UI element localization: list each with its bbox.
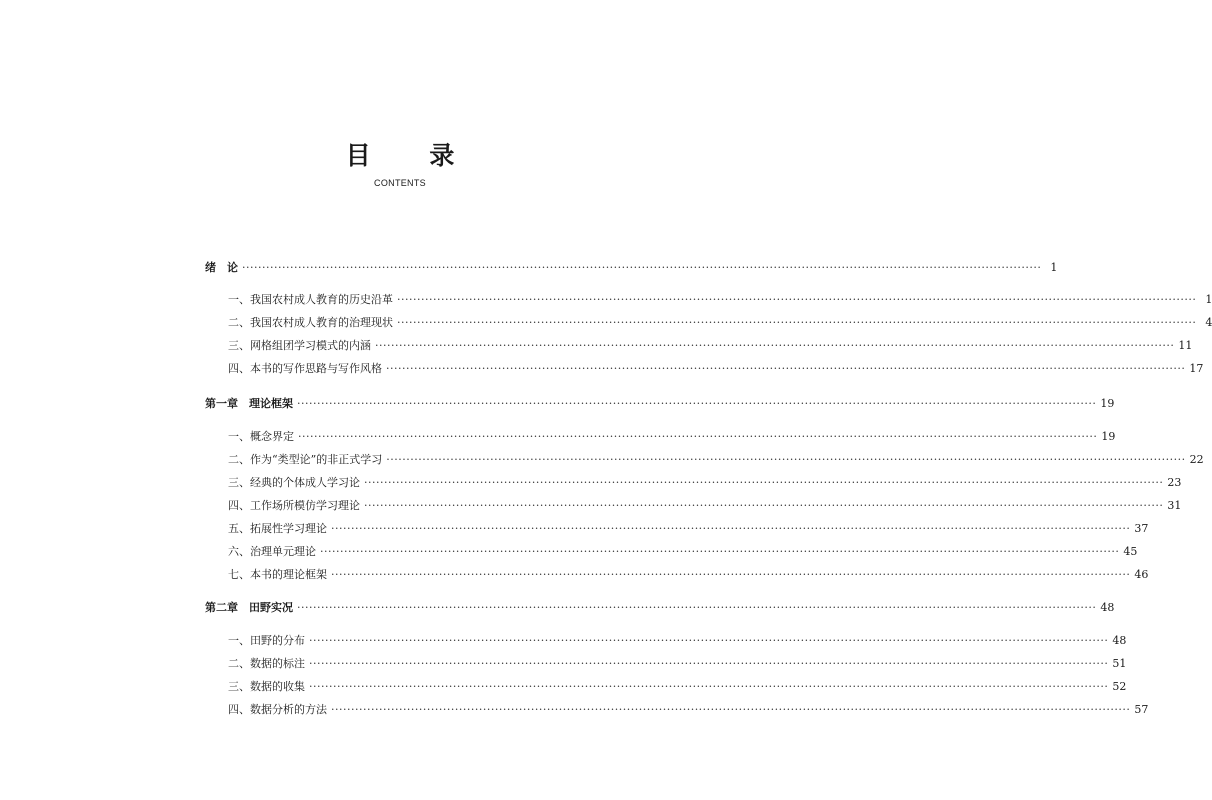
toc-leader-dots: ········································································································································································································ bbox=[320, 545, 1120, 558]
toc-page-number: 11 bbox=[1178, 339, 1193, 352]
toc-page-number: 17 bbox=[1189, 362, 1204, 375]
toc-section-entry bbox=[228, 429, 1116, 445]
toc-entry-label: 绪 论 bbox=[205, 261, 238, 274]
page-subtitle: CONTENTS bbox=[374, 178, 426, 188]
toc-leader-dots: ········································································································································································································ bbox=[309, 680, 1109, 693]
toc-chapter-entry bbox=[205, 396, 1115, 412]
toc-page-number: 37 bbox=[1134, 522, 1149, 535]
toc-entry-label: 二、作为“类型论”的非正式学习 bbox=[228, 453, 383, 466]
toc-section-entry bbox=[228, 544, 1138, 560]
toc-entry-label: 二、数据的标注 bbox=[228, 657, 305, 670]
toc-entry-label: 四、工作场所模仿学习理论 bbox=[228, 499, 360, 512]
toc-leader-dots: ········································································································································································································ bbox=[297, 397, 1097, 410]
toc-page-number: 57 bbox=[1134, 703, 1149, 716]
toc-leader-dots: ········································································································································································································ bbox=[364, 476, 1164, 489]
toc-leader-dots: ········································································································································································································ bbox=[242, 261, 1042, 274]
toc-section-entry bbox=[228, 656, 1127, 672]
toc-leader-dots: ········································································································································································································ bbox=[298, 430, 1098, 443]
toc-section-entry bbox=[228, 679, 1127, 695]
toc-section-entry bbox=[228, 338, 1193, 354]
toc-page-number: 52 bbox=[1112, 680, 1127, 693]
toc-entry-label: 三、网格组团学习模式的内涵 bbox=[228, 339, 371, 352]
toc-section-entry bbox=[228, 475, 1182, 491]
toc-section-entry bbox=[228, 567, 1149, 583]
toc-entry-label: 四、数据分析的方法 bbox=[228, 703, 327, 716]
toc-section-entry bbox=[228, 452, 1204, 468]
toc-page-number: 45 bbox=[1123, 545, 1138, 558]
toc-page-number: 46 bbox=[1134, 568, 1149, 581]
toc-page-number: 23 bbox=[1167, 476, 1182, 489]
toc-leader-dots: ········································································································································································································ bbox=[297, 601, 1097, 614]
toc-entry-label: 四、本书的写作思路与写作风格 bbox=[228, 362, 382, 375]
toc-chapter-entry bbox=[205, 260, 1058, 276]
toc-page-number: 19 bbox=[1101, 430, 1116, 443]
toc-section-entry bbox=[228, 702, 1149, 718]
toc-entry-label: 三、经典的个体成人学习论 bbox=[228, 476, 360, 489]
toc-page-number: 48 bbox=[1112, 634, 1127, 647]
toc-section-entry bbox=[228, 633, 1127, 649]
page-title: 目 录 bbox=[345, 141, 480, 170]
toc-page-number: 1 bbox=[1205, 293, 1212, 306]
toc-leader-dots: ········································································································································································································ bbox=[331, 522, 1131, 535]
toc-entry-label: 一、概念界定 bbox=[228, 430, 294, 443]
toc-page-number: 48 bbox=[1100, 601, 1115, 614]
toc-entry-label: 二、我国农村成人教育的治理现状 bbox=[228, 316, 393, 329]
toc-entry-label: 六、治理单元理论 bbox=[228, 545, 316, 558]
toc-leader-dots: ········································································································································································································ bbox=[386, 453, 1186, 466]
toc-leader-dots: ········································································································································································································ bbox=[397, 316, 1197, 329]
toc-page-number: 19 bbox=[1100, 397, 1115, 410]
toc-page-number: 4 bbox=[1205, 316, 1212, 329]
toc-entry-label: 七、本书的理论框架 bbox=[228, 568, 327, 581]
toc-page-number: 22 bbox=[1189, 453, 1204, 466]
toc-page-number: 51 bbox=[1112, 657, 1127, 670]
toc-page-number: 1 bbox=[1050, 261, 1058, 274]
toc-section-entry bbox=[228, 361, 1204, 377]
toc-leader-dots: ········································································································································································································ bbox=[364, 499, 1164, 512]
toc-entry-label: 五、拓展性学习理论 bbox=[228, 522, 327, 535]
toc-section-entry bbox=[228, 292, 1212, 308]
toc-leader-dots: ········································································································································································································ bbox=[397, 293, 1197, 306]
toc-leader-dots: ········································································································································································································ bbox=[331, 568, 1131, 581]
toc-entry-label: 一、我国农村成人教育的历史沿革 bbox=[228, 293, 393, 306]
toc-section-entry bbox=[228, 315, 1212, 331]
toc-leader-dots: ········································································································································································································ bbox=[386, 362, 1186, 375]
toc-page-number: 31 bbox=[1167, 499, 1182, 512]
toc-entry-label: 第一章 理论框架 bbox=[205, 397, 293, 410]
toc-leader-dots: ········································································································································································································ bbox=[309, 657, 1109, 670]
toc-leader-dots: ········································································································································································································ bbox=[331, 703, 1131, 716]
toc-leader-dots: ········································································································································································································ bbox=[309, 634, 1109, 647]
toc-entry-label: 第二章 田野实况 bbox=[205, 601, 293, 614]
toc-leader-dots: ········································································································································································································ bbox=[375, 339, 1175, 352]
toc-entry-label: 三、数据的收集 bbox=[228, 680, 305, 693]
toc-section-entry bbox=[228, 521, 1149, 537]
toc-chapter-entry bbox=[205, 600, 1115, 616]
toc-entry-label: 一、田野的分布 bbox=[228, 634, 305, 647]
toc-section-entry bbox=[228, 498, 1182, 514]
